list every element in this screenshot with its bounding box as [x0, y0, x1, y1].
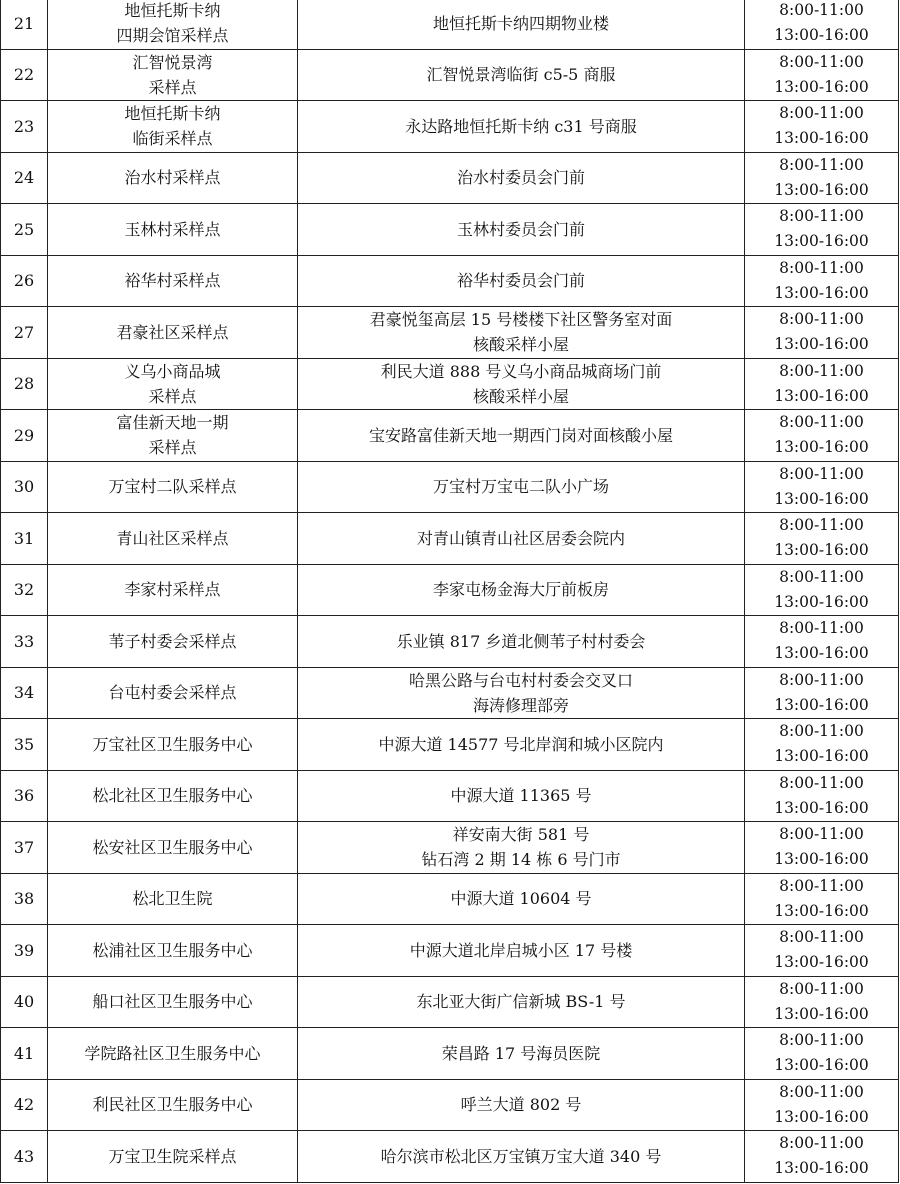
site-address-line: 祥安南大街 581 号: [452, 825, 590, 845]
site-name-cell: [48, 255, 298, 307]
site-name-cell: [48, 410, 298, 462]
service-hours-line: 8:00-11:00: [779, 516, 864, 535]
site-address-cell: [298, 49, 745, 101]
service-hours-cell: [745, 564, 899, 616]
site-address-cell: [298, 0, 745, 49]
site-address-line: 钻石湾 2 期 14 栋 6 号门市: [421, 850, 621, 870]
site-name-line: 万宝卫生院采样点: [108, 1146, 237, 1166]
service-hours-line: 13:00-16:00: [774, 1056, 869, 1075]
table-row: [1, 410, 899, 462]
service-hours-cell: [745, 101, 899, 153]
table-row: [1, 307, 899, 359]
site-address-line: 玉林村委员会门前: [456, 219, 585, 239]
row-number-cell: 36: [1, 770, 48, 822]
site-address-cell: [298, 667, 745, 719]
site-name-line: 君豪社区采样点: [116, 322, 229, 342]
service-hours-cell: [745, 204, 899, 256]
site-name-cell: [48, 770, 298, 822]
service-hours-line: 13:00-16:00: [774, 129, 869, 148]
site-address-line: 中源大道 11365 号: [450, 786, 592, 806]
service-hours-line: 13:00-16:00: [774, 232, 869, 251]
service-hours-line: 13:00-16:00: [774, 695, 869, 714]
row-number-cell: 30: [1, 461, 48, 513]
site-address-cell: [298, 873, 745, 925]
service-hours-line: 8:00-11:00: [779, 876, 864, 895]
site-address-line: 裕华村委员会门前: [456, 271, 585, 291]
service-hours-line: 13:00-16:00: [774, 592, 869, 611]
service-hours-cell: [745, 616, 899, 668]
service-hours-cell: [745, 1028, 899, 1080]
site-name-cell: [48, 925, 298, 977]
service-hours-line: 13:00-16:00: [774, 438, 869, 457]
service-hours-cell: [745, 255, 899, 307]
site-name-line: 松浦社区卫生服务中心: [92, 940, 253, 960]
service-hours-line: 13:00-16:00: [774, 26, 869, 45]
row-number-cell: 33: [1, 616, 48, 668]
site-address-line: 李家屯杨金海大厅前板房: [432, 580, 609, 600]
site-address-line: 海涛修理部旁: [472, 695, 569, 715]
site-name-cell: [48, 1028, 298, 1080]
site-name-cell: [48, 307, 298, 359]
service-hours-line: 8:00-11:00: [779, 619, 864, 638]
site-name-line: 松北卫生院: [132, 889, 213, 909]
service-hours-line: 8:00-11:00: [779, 104, 864, 123]
site-name-cell: [48, 0, 298, 49]
service-hours-line: 8:00-11:00: [779, 413, 864, 432]
service-hours-cell: [745, 925, 899, 977]
site-address-line: 对青山镇青山社区居委会院内: [416, 528, 625, 548]
row-number-cell: 34: [1, 667, 48, 719]
site-name-cell: [48, 616, 298, 668]
service-hours-line: 8:00-11:00: [779, 928, 864, 947]
site-address-cell: [298, 358, 745, 410]
service-hours-line: 13:00-16:00: [774, 283, 869, 302]
site-name-cell: [48, 49, 298, 101]
site-address-cell: [298, 925, 745, 977]
site-address-line: 中源大道 10604 号: [450, 889, 592, 909]
row-number-cell: 26: [1, 255, 48, 307]
row-number-cell: 28: [1, 358, 48, 410]
service-hours-cell: [745, 513, 899, 565]
row-number-cell: 22: [1, 49, 48, 101]
table-row: [1, 513, 899, 565]
site-address-line: 中源大道 14577 号北岸润和城小区院内: [378, 734, 664, 754]
row-number-cell: 37: [1, 822, 48, 874]
service-hours-line: 8:00-11:00: [779, 722, 864, 741]
site-name-line: 地恒托斯卡纳: [124, 1, 221, 21]
site-name-cell: [48, 1131, 298, 1183]
site-address-line: 哈黑公路与台屯村村委会交叉口: [408, 670, 633, 690]
service-hours-line: 8:00-11:00: [779, 1134, 864, 1153]
site-address-line: 永达路地恒托斯卡纳 c31 号商服: [405, 116, 637, 136]
service-hours-line: 8:00-11:00: [779, 207, 864, 226]
table-row: [1, 1028, 899, 1080]
row-number-cell: 35: [1, 719, 48, 771]
service-hours-line: 13:00-16:00: [774, 180, 869, 199]
row-number-cell: 21: [1, 0, 48, 49]
site-address-cell: [298, 1131, 745, 1183]
site-address-line: 中源大道北岸启城小区 17 号楼: [409, 940, 633, 960]
service-hours-line: 13:00-16:00: [774, 850, 869, 869]
site-name-cell: [48, 564, 298, 616]
site-name-line: 临街采样点: [132, 129, 213, 149]
service-hours-cell: [745, 307, 899, 359]
table-row: [1, 0, 899, 49]
site-name-cell: [48, 873, 298, 925]
site-address-line: 哈尔滨市松北区万宝镇万宝大道 340 号: [380, 1146, 662, 1166]
site-address-cell: [298, 152, 745, 204]
site-name-line: 李家村采样点: [124, 580, 221, 600]
site-name-line: 万宝村二队采样点: [108, 477, 237, 497]
site-name-cell: [48, 822, 298, 874]
table-row: [1, 667, 899, 719]
row-number-cell: 39: [1, 925, 48, 977]
site-name-line: 利民社区卫生服务中心: [92, 1095, 253, 1115]
service-hours-cell: [745, 358, 899, 410]
service-hours-cell: [745, 822, 899, 874]
service-hours-line: 8:00-11:00: [779, 773, 864, 792]
service-hours-line: 8:00-11:00: [779, 670, 864, 689]
table-row: [1, 1131, 899, 1183]
site-address-cell: [298, 1028, 745, 1080]
service-hours-line: 8:00-11:00: [779, 1031, 864, 1050]
row-number-cell: 27: [1, 307, 48, 359]
service-hours-line: 8:00-11:00: [779, 155, 864, 174]
service-hours-line: 8:00-11:00: [779, 1082, 864, 1101]
site-name-line: 台屯村委会采样点: [108, 683, 237, 703]
service-hours-cell: [745, 152, 899, 204]
table-row: [1, 719, 899, 771]
row-number-cell: 32: [1, 564, 48, 616]
table-row: [1, 49, 899, 101]
site-name-line: 采样点: [148, 438, 197, 458]
service-hours-cell: [745, 873, 899, 925]
row-number-cell: 40: [1, 976, 48, 1028]
service-hours-line: 8:00-11:00: [779, 258, 864, 277]
service-hours-line: 13:00-16:00: [774, 1004, 869, 1023]
row-number-cell: 23: [1, 101, 48, 153]
service-hours-line: 8:00-11:00: [779, 825, 864, 844]
site-name-cell: [48, 152, 298, 204]
service-hours-cell: [745, 49, 899, 101]
site-name-cell: [48, 461, 298, 513]
site-name-line: 苇子村委会采样点: [108, 631, 237, 651]
site-name-cell: [48, 513, 298, 565]
service-hours-line: 8:00-11:00: [779, 1, 864, 20]
service-hours-cell: [745, 0, 899, 49]
table-row: [1, 101, 899, 153]
service-hours-cell: [745, 770, 899, 822]
site-name-line: 四期会馆采样点: [116, 26, 229, 46]
service-hours-cell: [745, 667, 899, 719]
table-row: [1, 255, 899, 307]
service-hours-line: 13:00-16:00: [774, 953, 869, 972]
site-name-cell: [48, 204, 298, 256]
row-number-cell: 43: [1, 1131, 48, 1183]
site-name-line: 松北社区卫生服务中心: [92, 786, 253, 806]
service-hours-line: 13:00-16:00: [774, 644, 869, 663]
site-address-line: 核酸采样小屋: [472, 386, 569, 406]
service-hours-line: 13:00-16:00: [774, 747, 869, 766]
row-number-cell: 29: [1, 410, 48, 462]
service-hours-line: 8:00-11:00: [779, 310, 864, 329]
site-address-line: 万宝村万宝屯二队小广场: [432, 477, 609, 497]
site-address-cell: [298, 770, 745, 822]
site-address-cell: [298, 461, 745, 513]
site-name-cell: [48, 101, 298, 153]
site-address-line: 乐业镇 817 乡道北侧苇子村村委会: [396, 631, 646, 651]
row-number-cell: 41: [1, 1028, 48, 1080]
site-name-line: 汇智悦景湾: [132, 52, 213, 72]
site-address-line: 宝安路富佳新天地一期西门岗对面核酸小屋: [368, 425, 673, 445]
site-address-line: 君豪悦玺高层 15 号楼楼下社区警务室对面: [369, 310, 673, 330]
site-name-line: 裕华村采样点: [124, 271, 221, 291]
site-address-line: 呼兰大道 802 号: [460, 1095, 582, 1115]
site-name-cell: [48, 976, 298, 1028]
service-hours-cell: [745, 719, 899, 771]
site-address-cell: [298, 564, 745, 616]
site-name-line: 义乌小商品城: [124, 361, 221, 381]
site-address-cell: [298, 410, 745, 462]
site-name-line: 地恒托斯卡纳: [124, 104, 221, 124]
site-address-cell: [298, 719, 745, 771]
service-hours-line: 13:00-16:00: [774, 77, 869, 96]
site-name-line: 采样点: [148, 77, 197, 97]
site-name-line: 青山社区采样点: [116, 528, 229, 548]
table-row: [1, 461, 899, 513]
site-address-cell: [298, 255, 745, 307]
table-row: [1, 873, 899, 925]
site-address-line: 核酸采样小屋: [472, 335, 569, 355]
service-hours-line: 8:00-11:00: [779, 567, 864, 586]
service-hours-cell: [745, 1079, 899, 1131]
service-hours-cell: [745, 976, 899, 1028]
service-hours-line: 13:00-16:00: [774, 335, 869, 354]
site-name-cell: [48, 667, 298, 719]
site-address-line: 地恒托斯卡纳四期物业楼: [432, 13, 609, 33]
service-hours-line: 8:00-11:00: [779, 464, 864, 483]
site-address-cell: [298, 822, 745, 874]
site-name-line: 采样点: [148, 386, 197, 406]
row-number-cell: 25: [1, 204, 48, 256]
table-row: [1, 822, 899, 874]
table-row: [1, 204, 899, 256]
table-body: [1, 0, 899, 1182]
site-address-cell: [298, 513, 745, 565]
service-hours-line: 13:00-16:00: [774, 541, 869, 560]
table-row: [1, 358, 899, 410]
service-hours-line: 8:00-11:00: [779, 52, 864, 71]
table-row: [1, 564, 899, 616]
site-address-cell: [298, 307, 745, 359]
site-address-cell: [298, 976, 745, 1028]
service-hours-line: 13:00-16:00: [774, 1159, 869, 1178]
site-address-line: 荣昌路 17 号海员医院: [441, 1043, 601, 1063]
row-number-cell: 42: [1, 1079, 48, 1131]
service-hours-cell: [745, 461, 899, 513]
site-name-cell: [48, 1079, 298, 1131]
site-address-line: 东北亚大街广信新城 BS-1 号: [416, 992, 626, 1012]
site-address-line: 汇智悦景湾临街 c5-5 商服: [426, 65, 616, 85]
site-name-line: 玉林村采样点: [124, 219, 221, 239]
site-address-cell: [298, 1079, 745, 1131]
service-hours-cell: [745, 410, 899, 462]
site-name-line: 万宝社区卫生服务中心: [92, 734, 253, 754]
site-name-cell: [48, 358, 298, 410]
site-address-cell: [298, 204, 745, 256]
table-row: [1, 770, 899, 822]
site-name-line: 船口社区卫生服务中心: [92, 992, 253, 1012]
site-address-line: 利民大道 888 号义乌小商品城商场门前: [380, 361, 662, 381]
table-row: [1, 152, 899, 204]
row-number-cell: 24: [1, 152, 48, 204]
site-address-line: 治水村委员会门前: [456, 168, 585, 188]
service-hours-line: 13:00-16:00: [774, 386, 869, 405]
site-name-line: 治水村采样点: [124, 168, 221, 188]
table-row: [1, 925, 899, 977]
table-row: [1, 976, 899, 1028]
table-row: [1, 1079, 899, 1131]
site-name-line: 富佳新天地一期: [116, 413, 229, 433]
service-hours-line: 13:00-16:00: [774, 901, 869, 920]
service-hours-line: 8:00-11:00: [779, 979, 864, 998]
table-row: [1, 616, 899, 668]
site-address-cell: [298, 616, 745, 668]
service-hours-line: 8:00-11:00: [779, 361, 864, 380]
service-hours-line: 13:00-16:00: [774, 1107, 869, 1126]
site-name-line: 学院路社区卫生服务中心: [84, 1043, 261, 1063]
site-name-cell: [48, 719, 298, 771]
row-number-cell: 38: [1, 873, 48, 925]
service-hours-line: 13:00-16:00: [774, 489, 869, 508]
site-address-cell: [298, 101, 745, 153]
service-hours-line: 13:00-16:00: [774, 798, 869, 817]
row-number-cell: 31: [1, 513, 48, 565]
service-hours-cell: [745, 1131, 899, 1183]
site-name-line: 松安社区卫生服务中心: [92, 837, 253, 857]
